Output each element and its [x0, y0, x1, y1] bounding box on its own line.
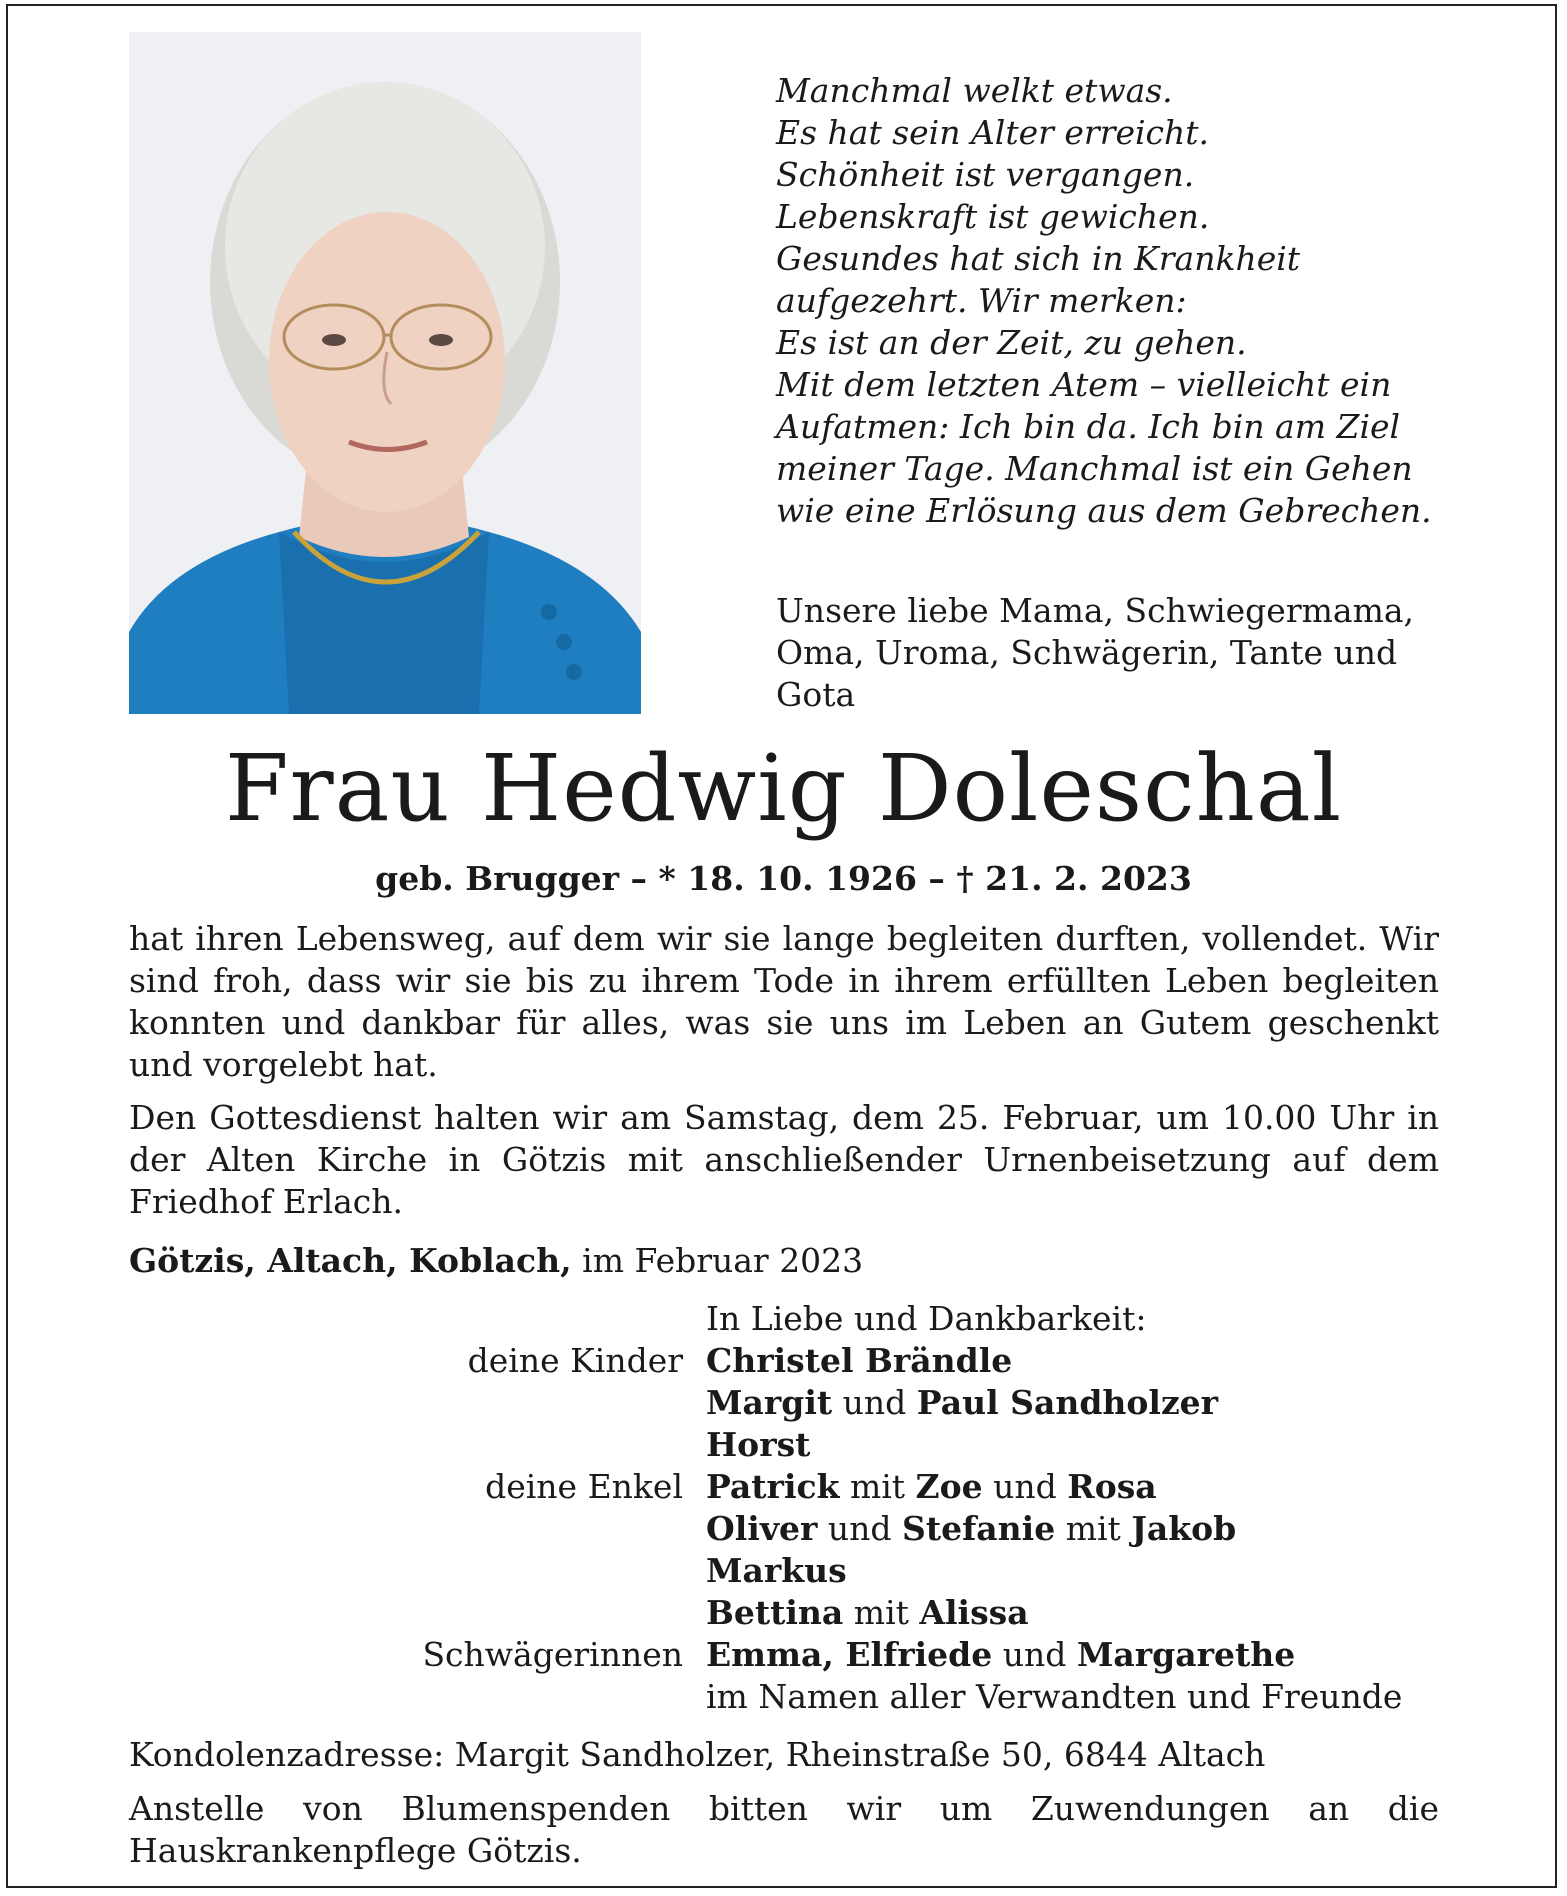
signer-line: Margit und Paul Sandholzer	[706, 1383, 1219, 1422]
signer-line: Emma, Elfriede und Margarethe	[706, 1635, 1296, 1674]
donation-note: Anstelle von Blumenspenden bitten wir um Zuwendungen an die Hauskrankenpflege Götzis.	[129, 1789, 1439, 1870]
poem-line: Manchmal welkt etwas.	[776, 71, 1173, 110]
poem-line: Aufatmen: Ich bin da. Ich bin am Ziel	[776, 407, 1401, 446]
birth-death-dates: geb. Brugger – * 18. 10. 1926 – † 21. 2. 2023	[375, 859, 1192, 898]
poem	[776, 70, 1476, 532]
signer-line: Markus	[706, 1551, 847, 1590]
deceased-name: Frau Hedwig Doleschal	[224, 735, 1343, 842]
poem-line: wie eine Erlösung aus dem Gebrechen.	[776, 491, 1432, 530]
poem-line: Schönheit ist vergangen.	[776, 155, 1195, 194]
poem-line: Es ist an der Zeit, zu gehen.	[776, 323, 1247, 362]
poem-line: Mit dem letzten Atem – vielleicht ein	[776, 365, 1392, 404]
intro-text: Unsere liebe Mama, Schwiegermama, Oma, Uroma, Schwägerin, Tante und Gota	[776, 591, 1415, 714]
group-label-kinder: deine Kinder	[467, 1341, 683, 1380]
paragraph-life: hat ihren Lebensweg, auf dem wir sie lange begleiten durften, vollendet. Wir sind froh, dass wir sie bis zu ihrem Tode in ihrem erfüllten Leben begleiten konnten und dankbar für alles, was sie uns im Leben an Gutem geschenkt und vorgelebt hat.	[129, 919, 1439, 1084]
portrait-photo	[129, 32, 641, 714]
signers-heading: In Liebe und Dankbarkeit:	[706, 1299, 1147, 1338]
poem-line: Es hat sein Alter erreicht.	[776, 113, 1210, 152]
signer-line: Patrick mit Zoe und Rosa	[706, 1467, 1157, 1506]
place-and-date	[129, 1240, 863, 1282]
group-label-enkel: deine Enkel	[485, 1467, 683, 1506]
place-date: im Februar 2023	[582, 1241, 864, 1280]
poem-line: meiner Tage. Manchmal ist ein Gehen	[776, 449, 1413, 488]
poem-line: Lebenskraft ist gewichen.	[776, 197, 1210, 236]
paragraph-service: Den Gottesdienst halten wir am Samstag, dem 25. Februar, um 10.00 Uhr in der Alten Kirche in Götzis mit anschließender Urnenbeisetzung auf dem Friedhof Erlach.	[129, 1098, 1439, 1221]
signer-line: Oliver und Stefanie mit Jakob	[706, 1509, 1237, 1548]
signer-closing: im Namen aller Verwandten und Freunde	[706, 1677, 1403, 1716]
signer-line: Horst	[706, 1425, 811, 1464]
signer-line: Christel Brändle	[706, 1341, 1013, 1380]
place-towns: Götzis, Altach, Koblach,	[129, 1241, 572, 1280]
poem-line: Gesundes hat sich in Krankheit	[776, 239, 1301, 278]
poem-line: aufgezehrt. Wir merken:	[776, 281, 1187, 320]
condolence-address: Kondolenzadresse: Margit Sandholzer, Rheinstraße 50, 6844 Altach	[129, 1735, 1266, 1774]
signers-block	[0, 1298, 1567, 1718]
group-label-schwaegerinnen: Schwägerinnen	[422, 1635, 683, 1674]
signer-line: Bettina mit Alissa	[706, 1593, 1029, 1632]
